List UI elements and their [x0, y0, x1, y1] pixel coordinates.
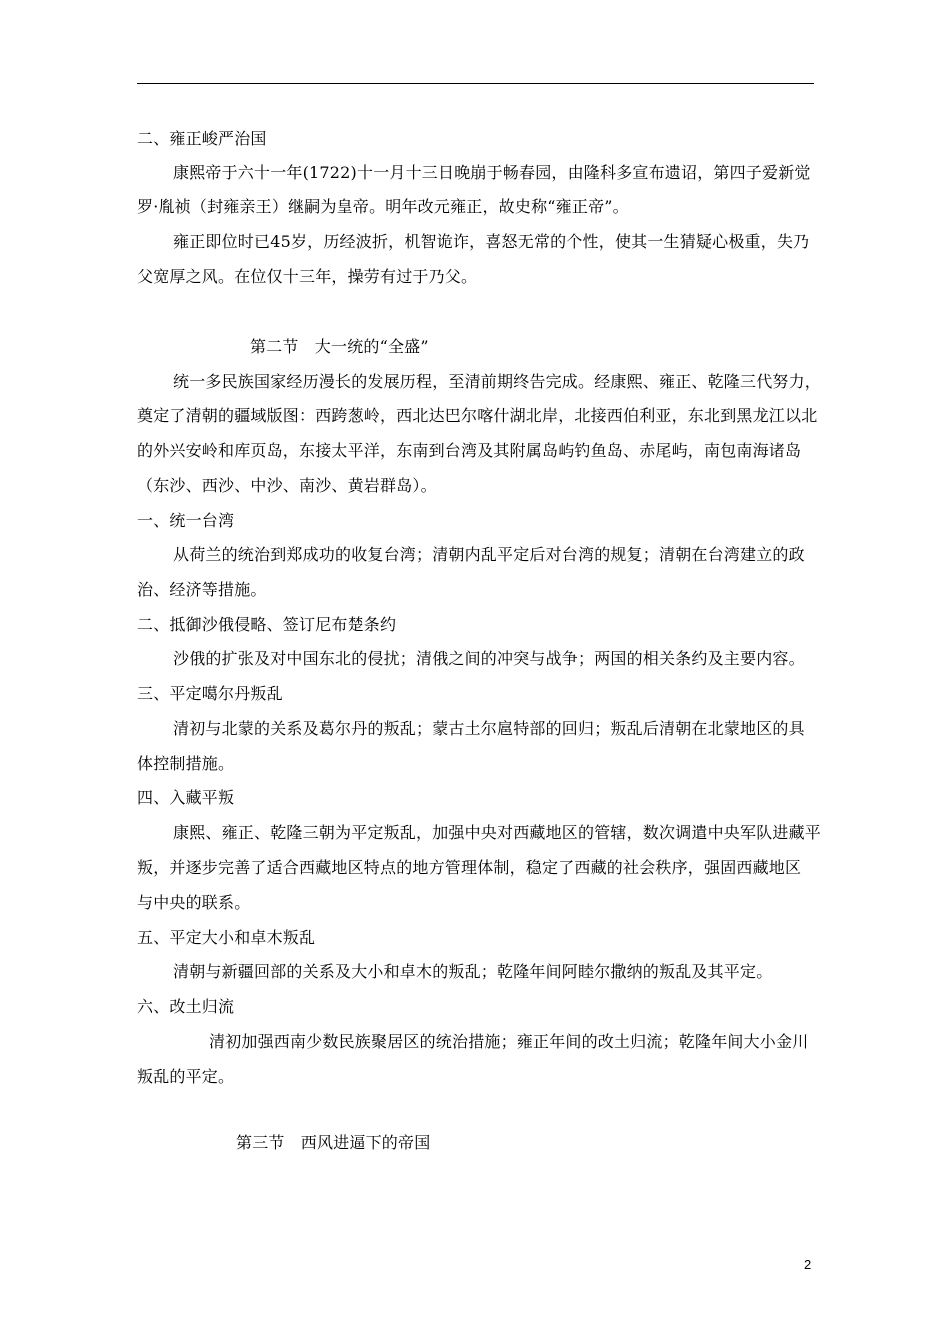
section-heading: 二、雍正峻严治国 — [137, 129, 267, 148]
chapter-section-title: 第三节 西风进逼下的帝国 — [236, 1133, 431, 1152]
paragraph-line: 与中央的联系。 — [137, 893, 251, 912]
chapter-section-title: 第二节 大一统的“全盛” — [250, 337, 429, 356]
paragraph-line: 叛乱的平定。 — [137, 1067, 235, 1086]
paragraph-line: 统一多民族国家经历漫长的发展历程，至清前期终告完成。经康熙、雍正、乾隆三代努力， — [173, 372, 822, 391]
header-rule — [137, 83, 814, 84]
section-heading: 六、改土归流 — [137, 997, 235, 1016]
paragraph-line: 奠定了清朝的疆域版图：西跨葱岭，西北达巴尔喀什湖北岸，北接西伯利亚，东北到黑龙江以北 — [137, 406, 818, 425]
paragraph-line: 治、经济等措施。 — [137, 580, 267, 599]
paragraph-line: 父宽厚之风。在位仅十三年，操劳有过于乃父。 — [137, 267, 478, 286]
paragraph-line: 叛，并逐步完善了适合西藏地区特点的地方管理体制，稳定了西藏的社会秩序，强固西藏地区 — [137, 858, 802, 877]
paragraph-line: 沙俄的扩张及对中国东北的侵扰；清俄之间的冲突与战争；两国的相关条约及主要内容。 — [173, 649, 805, 668]
paragraph-line: 体控制措施。 — [137, 754, 235, 773]
paragraph-line: （东沙、西沙、中沙、南沙、黄岩群岛）。 — [137, 476, 437, 495]
paragraph-line: 康熙帝于六十一年(1722)十一月十三日晚崩于畅春园，由隆科多宣布遗诏，第四子爱新觉 — [173, 163, 811, 182]
section-heading: 一、统一台湾 — [137, 511, 235, 530]
section-heading: 三、平定噶尔丹叛乱 — [137, 684, 283, 703]
page-number: 2 — [804, 1257, 812, 1272]
section-heading: 四、入藏平叛 — [137, 788, 235, 807]
paragraph-line: 雍正即位时已45岁，历经波折，机智诡诈，喜怒无常的个性，使其一生猜疑心极重，失乃 — [173, 232, 810, 251]
section-heading: 二、抵御沙俄侵略、签订尼布楚条约 — [137, 615, 397, 634]
paragraph-line: 康熙、雍正、乾隆三朝为平定叛乱，加强中央对西藏地区的管辖，数次调遣中央军队进藏平 — [173, 823, 822, 842]
paragraph-line: 清初加强西南少数民族聚居区的统治措施；雍正年间的改土归流；乾隆年间大小金川 — [209, 1032, 809, 1051]
paragraph-line: 从荷兰的统治到郑成功的收复台湾；清朝内乱平定后对台湾的规复；清朝在台湾建立的政 — [173, 545, 805, 564]
paragraph-line: 罗·胤祯（封雍亲王）继嗣为皇帝。明年改元雍正，故史称“雍正帝”。 — [137, 197, 629, 216]
paragraph-line: 的外兴安岭和库页岛，东接太平洋，东南到台湾及其附属岛屿钓鱼岛、赤尾屿，南包南海诸岛 — [137, 441, 802, 460]
section-heading: 五、平定大小和卓木叛乱 — [137, 928, 316, 947]
paragraph-line: 清初与北蒙的关系及葛尔丹的叛乱；蒙古土尔扈特部的回归；叛乱后清朝在北蒙地区的具 — [173, 719, 805, 738]
paragraph-line: 清朝与新疆回部的关系及大小和卓木的叛乱；乾隆年间阿睦尔撒纳的叛乱及其平定。 — [173, 962, 773, 981]
